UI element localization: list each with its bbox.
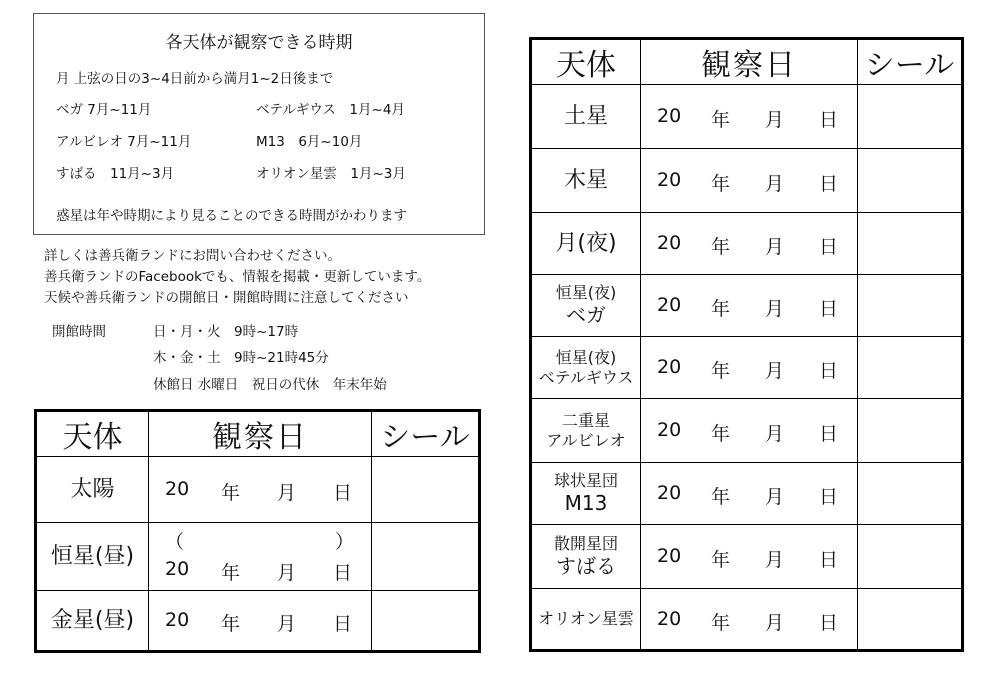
seal-area[interactable] bbox=[858, 275, 963, 337]
date-field[interactable] bbox=[641, 589, 858, 651]
note-facebook: 善兵衛ランドのFacebookでも、情報を掲載・更新しています。 bbox=[44, 269, 431, 285]
date-year: 年 bbox=[711, 486, 731, 508]
seal-area[interactable] bbox=[858, 85, 963, 149]
seal-area[interactable] bbox=[858, 149, 963, 213]
date-year: 年 bbox=[711, 423, 731, 445]
body-name bbox=[531, 589, 641, 651]
date-day: 日 bbox=[333, 482, 353, 504]
body-name-line2: すばる bbox=[556, 554, 616, 578]
date-day: 日 bbox=[819, 612, 839, 634]
table-row bbox=[36, 457, 480, 523]
info-subaru: すばる 11月~3月 bbox=[56, 166, 175, 182]
body-name-line2: ベテルギウス bbox=[538, 367, 634, 387]
body-name-line2: ベガ bbox=[566, 303, 606, 327]
date-field[interactable] bbox=[641, 213, 858, 275]
body-name-sun: 太陽 bbox=[36, 457, 149, 523]
date-field[interactable] bbox=[149, 591, 372, 652]
seal-area[interactable] bbox=[858, 399, 963, 463]
date-year: 年 bbox=[711, 109, 731, 131]
date-field[interactable] bbox=[641, 275, 858, 337]
seal-area[interactable] bbox=[858, 589, 963, 651]
table-row bbox=[531, 463, 963, 525]
paren-open: （ bbox=[165, 531, 185, 553]
hours-label: 開館時間 bbox=[52, 324, 106, 340]
date-day: 日 bbox=[819, 486, 839, 508]
body-name-line1: 土星 bbox=[563, 103, 608, 129]
date-day: 日 bbox=[819, 360, 839, 382]
note-weather: 天候や善兵衛ランドの開館日・開館時間に注意してください bbox=[44, 290, 409, 306]
date-field[interactable] bbox=[641, 525, 858, 589]
left-observation-table bbox=[34, 409, 481, 653]
table-row bbox=[36, 591, 480, 652]
date-century: 20 bbox=[657, 482, 682, 504]
date-century: 20 bbox=[657, 169, 682, 191]
date-month: 月 bbox=[277, 482, 297, 504]
seal-area[interactable] bbox=[858, 525, 963, 589]
body-name-line1: 散開星団 bbox=[553, 534, 618, 553]
body-name bbox=[531, 463, 641, 525]
date-century: 20 bbox=[657, 608, 682, 630]
date-month: 月 bbox=[765, 360, 785, 382]
date-month: 月 bbox=[765, 423, 785, 445]
table-row bbox=[531, 85, 963, 149]
date-field[interactable] bbox=[149, 457, 372, 523]
table-row bbox=[531, 589, 963, 651]
body-name-line1: 球状星団 bbox=[553, 471, 618, 490]
date-month: 月 bbox=[765, 549, 785, 571]
date-field[interactable] bbox=[149, 523, 372, 591]
info-moon: 月 上弦の日の3~4日前から満月1~2日後まで bbox=[56, 71, 334, 87]
header-seal: シール bbox=[858, 39, 963, 85]
date-month: 月 bbox=[765, 298, 785, 320]
date-field[interactable] bbox=[641, 337, 858, 399]
date-century: 20 bbox=[657, 356, 682, 378]
date-month: 月 bbox=[765, 109, 785, 131]
header-date: 観察日 bbox=[641, 39, 858, 85]
body-name-line1: 月(夜) bbox=[555, 230, 617, 256]
date-century: 20 bbox=[657, 294, 682, 316]
body-name bbox=[531, 85, 641, 149]
header-seal: シール bbox=[372, 411, 480, 457]
info-betelgeuse: ベテルギウス 1月~4月 bbox=[256, 102, 405, 118]
date-day: 日 bbox=[819, 423, 839, 445]
body-name bbox=[531, 275, 641, 337]
date-year: 年 bbox=[711, 236, 731, 258]
date-field[interactable] bbox=[641, 399, 858, 463]
body-name-line1: 恒星(夜) bbox=[555, 347, 617, 367]
info-title: 各天体が観察できる時期 bbox=[165, 33, 353, 53]
body-name-line1: オリオン星雲 bbox=[538, 609, 634, 628]
seal-area[interactable] bbox=[372, 591, 480, 652]
date-century: 20 bbox=[165, 478, 190, 500]
date-year: 年 bbox=[221, 562, 241, 584]
info-m13: M13 6月~10月 bbox=[256, 134, 363, 150]
date-year: 年 bbox=[221, 482, 241, 504]
date-century: 20 bbox=[657, 545, 682, 567]
hours-line2: 木・金・土 9時~21時45分 bbox=[153, 350, 329, 366]
header-body: 天体 bbox=[36, 411, 149, 457]
table-row bbox=[531, 525, 963, 589]
body-name bbox=[531, 149, 641, 213]
seal-area[interactable] bbox=[372, 523, 480, 591]
date-field[interactable] bbox=[641, 149, 858, 213]
seal-area[interactable] bbox=[858, 337, 963, 399]
paren-close: ） bbox=[335, 531, 355, 553]
body-name-line1: 木星 bbox=[563, 167, 608, 193]
body-name-line1: 二重星 bbox=[561, 410, 610, 430]
date-month: 月 bbox=[765, 236, 785, 258]
date-field[interactable] bbox=[641, 463, 858, 525]
table-row bbox=[531, 149, 963, 213]
date-day: 日 bbox=[333, 562, 353, 584]
date-year: 年 bbox=[711, 549, 731, 571]
info-planets: 惑星は年や時期により見ることのできる時間がかわります bbox=[56, 208, 407, 224]
date-month: 月 bbox=[765, 173, 785, 195]
date-year: 年 bbox=[711, 298, 731, 320]
date-field[interactable] bbox=[641, 85, 858, 149]
date-day: 日 bbox=[819, 298, 839, 320]
right-observation-table bbox=[529, 37, 964, 652]
body-name-star-day: 恒星(昼) bbox=[36, 523, 149, 591]
date-day: 日 bbox=[819, 173, 839, 195]
date-month: 月 bbox=[765, 486, 785, 508]
info-orion: オリオン星雲 1月~3月 bbox=[256, 166, 406, 182]
hours-closed: 休館日 水曜日 祝日の代休 年末年始 bbox=[153, 377, 387, 393]
table-row bbox=[531, 399, 963, 463]
seal-area[interactable] bbox=[372, 457, 480, 523]
date-year: 年 bbox=[711, 360, 731, 382]
date-year: 年 bbox=[711, 612, 731, 634]
date-day: 日 bbox=[819, 236, 839, 258]
date-day: 日 bbox=[819, 109, 839, 131]
body-name-line2: アルビレオ bbox=[546, 430, 626, 450]
date-century: 20 bbox=[657, 105, 682, 127]
date-day: 日 bbox=[819, 549, 839, 571]
date-day: 日 bbox=[333, 613, 353, 635]
body-name bbox=[531, 399, 641, 463]
body-name bbox=[531, 337, 641, 399]
table-row bbox=[531, 275, 963, 337]
body-name-venus-day: 金星(昼) bbox=[36, 591, 149, 652]
body-name bbox=[531, 213, 641, 275]
body-name-line1: 恒星(夜) bbox=[555, 283, 617, 302]
date-century: 20 bbox=[657, 419, 682, 441]
date-century: 20 bbox=[657, 232, 682, 254]
date-century: 20 bbox=[165, 558, 190, 580]
date-century: 20 bbox=[165, 609, 190, 631]
table-row bbox=[36, 523, 480, 591]
body-name-line2: M13 bbox=[564, 491, 608, 515]
note-inquiry: 詳しくは善兵衛ランドにお問い合わせください。 bbox=[44, 248, 341, 264]
table-row bbox=[531, 337, 963, 399]
date-month: 月 bbox=[277, 562, 297, 584]
body-name bbox=[531, 525, 641, 589]
info-vega: ベガ 7月~11月 bbox=[56, 102, 152, 118]
header-body: 天体 bbox=[531, 39, 641, 85]
table-row bbox=[531, 213, 963, 275]
date-month: 月 bbox=[277, 613, 297, 635]
date-year: 年 bbox=[711, 173, 731, 195]
hours-line1: 日・月・火 9時~17時 bbox=[153, 324, 299, 340]
info-albireo: アルビレオ 7月~11月 bbox=[56, 134, 192, 150]
header-date: 観察日 bbox=[149, 411, 372, 457]
observation-period-box bbox=[33, 13, 485, 235]
date-month: 月 bbox=[765, 612, 785, 634]
seal-area[interactable] bbox=[858, 463, 963, 525]
seal-area[interactable] bbox=[858, 213, 963, 275]
date-year: 年 bbox=[221, 613, 241, 635]
